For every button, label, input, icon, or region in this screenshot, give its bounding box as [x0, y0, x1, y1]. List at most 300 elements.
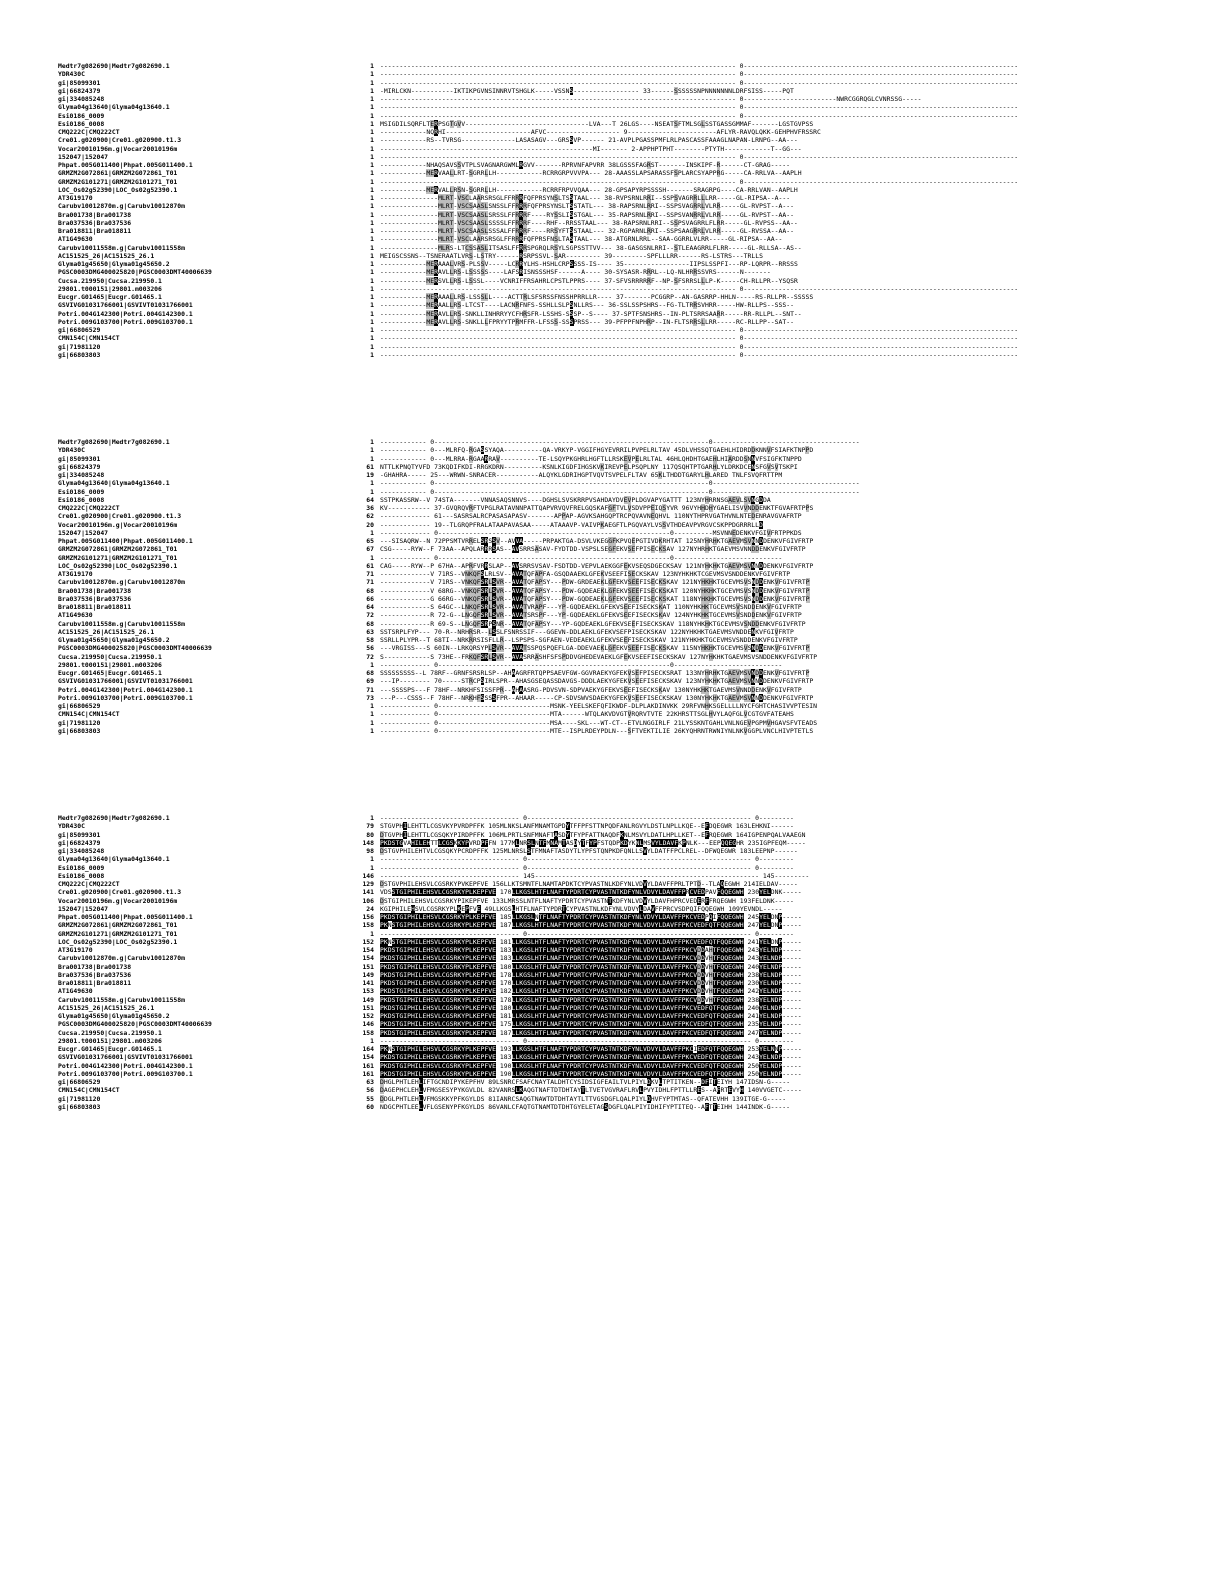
alignment-row [0, 831, 1224, 839]
sequence-residues: PKDSTGIPHILEHSVLCGSRKYPLKEPFVE 190LLKGSLHTFLNAFTYPDRTCYPVASTNTKDFYNLVDVYLDAVFFPKCVEDFQTFQQEGWH 250YELNDP----- [380, 1061, 802, 1070]
sequence-name: 29801.t000151|29801.m003206 [58, 1036, 162, 1045]
start-position: 63 [366, 627, 374, 636]
sequence-name: GRMZM2G101271|GRMZM2G101271_T01 [58, 929, 178, 938]
alignment-row [0, 545, 1224, 553]
alignment-row [0, 334, 1224, 342]
start-position: 161 [362, 1061, 374, 1070]
sequence-name: Carubv10011558m.g|Carubv10011558m [58, 243, 185, 252]
alignment-row [0, 455, 1224, 463]
sequence-name: PGSC0003DMG400025820|PGSC0003DMT40006639 [58, 1020, 212, 1029]
alignment-row [0, 702, 1224, 710]
sequence-residues: -GHAHRA----- 25---WRWN-SNRACER-----------ALQYKLGDRIHGPTVQVTSVPELFLTAV 65KLTHDDTGARYLHLARED TNLFSVQFRTTPM [380, 471, 783, 479]
sequence-residues: PKDSTGIPHILEHSVLCGSRKYPLKEPFVE 180LLKGSLHTFLNAFTYPDRTCYPVASTNTKDFYNLVDVYLDAVFFPKCVDDVHTFQQEGWH 240YELNDP----- [380, 962, 802, 971]
start-position: 1 [370, 152, 374, 161]
sequence-residues: PKDSTGIPHILEHSVLCGSRKYPLKEPFVE 183LLKGSLHTFLNAFTYPDRTCYPVASTNTKDFYNLVDVYLDAVFFPKCVDDAHTFQQEGWH 243YELNDP----- [380, 946, 802, 954]
sequence-residues: MSIGDILSQRFLTERPSGTGVV--------------------------------LVA---T 26LGS----NSEATSFTMLSGLSSTGASSGMMAF-------LGSTGVPSS [380, 119, 814, 128]
start-position: 1 [370, 929, 374, 938]
sequence-name: gi|71981120 [58, 1094, 101, 1103]
start-position: 73 [366, 693, 374, 702]
sequence-residues: CAG-----RYW--P 67HA--APRFVRRSLAP--AVSRRSVSAV-FSDTDD-VEPVLAEKGGFEKVSEQSDGECKSAV 121NYHKHKTGAEVMSVNNDDENKVFGIVFRTP [380, 561, 814, 570]
start-position: 1 [370, 119, 374, 128]
start-position: 71 [366, 685, 374, 694]
alignment-row [0, 1062, 1224, 1070]
alignment-row [0, 194, 1224, 202]
start-position: 67 [366, 545, 374, 554]
sequence-residues: MEIGSCSSNS--TSNERAATLVRS-LSTRY------RSRPSSVL-SAR--------- 39---------SPFLLLRR------RS-LSTRS---TRLLS [380, 251, 763, 260]
sequence-residues: ------------------------------------ 145---------------------------------------------------------- 145--------- [380, 871, 810, 880]
alignment-row [0, 971, 1224, 979]
start-position: 158 [362, 921, 374, 930]
start-position: 71 [366, 570, 374, 578]
sequence-residues: PKDSTGIPHILEHSVLCGSRKYPLKEPFVE 182LLKGSLHTFLNAFTYPDRTCYPVASTNTKDFYNLVDVYLDAVFFPKCVDDVHTFQQEGWH 242YELNDP----- [380, 987, 802, 996]
sequence-residues: ------------- 0-----------------------------MSA----SKL---WT-CT--ETVLNGGIRLF 21LYSSKNTGAHLVNLNGEVPGPMVHGAVSFVTEADS [380, 718, 818, 727]
sequence-residues: -------------V 71RS--VNKQFSLRLSV--AVATQFAPFA-GSQDAAEKLGFEKVSEEFISECKSKAV 123NYHKHKTCGEVMSVSNDDENKVFGIVFRTP [380, 570, 791, 578]
start-position: 1 [370, 202, 374, 211]
alignment-row [0, 1078, 1224, 1086]
start-position: 1 [370, 317, 374, 326]
sequence-residues: ---VRGISS---S 60IN--LRKQRSYPLSVR--AVATSSPQSPQEFLGA-DDEVAEKLGFEKVSEEFISECKSKAV 115NYHKHKTGCEVMSVSNDDENKVFGIVFRTP [380, 644, 810, 653]
sequence-name: 29801.t000151|29801.m003206 [58, 660, 162, 669]
sequence-residues: -------------------------------------------------------------------------------------------- 0----------------------------------------------------------------------- [380, 78, 1019, 87]
sequence-name: CMN154C|CMN154CT [58, 1086, 120, 1095]
sequence-residues: -------------------------------------------------------------------------------------------- 0----------------------------------------------------------------------- [380, 62, 1019, 70]
sequence-name: Esi0186_0008 [58, 871, 105, 880]
sequence-name: gi|334085248 [58, 95, 105, 103]
alignment-row [0, 351, 1224, 359]
sequence-name: 152047|152047 [58, 152, 109, 161]
alignment-row [0, 446, 1224, 454]
sequence-name: Cucsa.219950|Cucsa.219950.1 [58, 652, 162, 661]
alignment-row [0, 1012, 1224, 1020]
sequence-residues: -------------------------------------------------------------------------------------------- 0------------------------NWRCGGRQGLCVNRSSG----- [380, 95, 922, 103]
alignment-row [0, 537, 1224, 545]
start-position: 152 [362, 937, 374, 946]
start-position: 1 [370, 218, 374, 227]
start-position: 1 [370, 487, 374, 496]
sequence-name: GSVIVG01031766001|GSVIVT01031766001 [58, 301, 193, 310]
alignment-row [0, 268, 1224, 276]
start-position: 149 [362, 995, 374, 1004]
alignment-row [0, 710, 1224, 718]
alignment-row [0, 186, 1224, 194]
sequence-residues: ------------NQRHI----------------------AFVC------------------- 9-----------------------AFLYR-RAVQLQKK-GEHPHVFRSSRC [380, 128, 821, 136]
sequence-residues: NDGCPHTLEELVFLGSENYPFKGYLDS 86VANLCFAQTGTNAMTDTDHTGYELETAGSDGFLQALPIYIDHIFYPTITEQ--AFTTEIHH 144INDK-G----- [380, 1102, 791, 1111]
alignment-row [0, 921, 1224, 929]
alignment-row [0, 488, 1224, 496]
alignment-row [0, 880, 1224, 888]
sequence-name: Potri.004G142300|Potri.004G142300.1 [58, 685, 193, 694]
alignment-row [0, 1095, 1224, 1103]
start-position: 1 [370, 86, 374, 95]
sequence-residues: ---SSSSPS---F 78HF--NRKHFSISSFPR--AHAASRG-PDVSVN-SDPVAEKYGFEKVSEEFISECKSKAV 130NYHKHKTGAEVMSVNNDDENKVFGIVFRTP [380, 685, 802, 694]
alignment-row [0, 161, 1224, 169]
sequence-residues: DDGLPHTLEHLVFMGSKKYPFKGYLDS 81IANRCSAQGTNAWTDTDHTAYTLTTVGSDGFLQALPIYLDHVFYPTMTAS--QFATEVHH 139ITGE-G----- [380, 1094, 787, 1103]
sequence-name: LOC_Os02g52390|LOC_Os02g52390.1 [58, 937, 178, 946]
sequence-residues: S------------S 73HE--FRKQFSRLSVR--AVASRRASHFSFSPDDVGHEDEVAEKLGFEKVSEEFISECKSKAV 127NYHKHKTGAEVMSVSNDDENKVFGIVFRTP [380, 652, 818, 661]
sequence-residues: ------------------------------------ 0---------------------------------------------------------- 0--------- [380, 929, 794, 938]
sequence-name: Glyma04g13640|Glyma04g13640.1 [58, 479, 170, 488]
sequence-residues: SSSSSSSSS--L 78RF--GRNFSRSRLSP--AHAAGRFRTQPPSAEVFGW-GGVRAEKYGFEKVSEFPISECKSRAT 133NYHRHKTGAEVMSVNDDENKVFGIVFRTP [380, 669, 810, 677]
alignment-row [0, 103, 1224, 111]
start-position: 20 [366, 520, 374, 529]
start-position: 1 [370, 350, 374, 359]
start-position: 1 [370, 660, 374, 669]
start-position: 1 [370, 293, 374, 301]
start-position: 1 [370, 528, 374, 537]
alignment-row [0, 727, 1224, 735]
sequence-name: GRMZM2G101271|GRMZM2G101271_T01 [58, 553, 178, 562]
start-position: 71 [366, 578, 374, 587]
sequence-residues: ------------MERVALLRSN-SGRRLLH------------RCRRFRPVVQAA--- 28-GPSAPYRPSSSSH-------SRAGRPG----CA-RRLVAN--AAPLH [380, 185, 798, 194]
alignment-row [0, 87, 1224, 95]
alignment-row [0, 847, 1224, 855]
sequence-name: AT1G49630 [58, 987, 93, 996]
sequence-residues: -------------G 66RG--VNKQFSRLSVR--AVATQFAPSY---PDW-GQDEAEKLGFEKVSEEFISECKSKAT 118NYHKHKTGCEVMSVSNDDENKVFGIVFRTP [380, 594, 810, 603]
start-position: 106 [362, 896, 374, 905]
alignment-row [0, 1045, 1224, 1053]
sequence-name: Carubv10012870m.g|Carubv10012870m [58, 578, 185, 587]
sequence-residues: ------------- 0------------------------------------------------------------0---------------------------- [380, 660, 783, 669]
sequence-residues: ------------NHAQSAVSSVTPLSVAGNARGWMLRGVV-------RPRVNFAPVRR 38LGSSSFAGRST-------INSKIPF-R------CT-GRAG----- [380, 161, 791, 169]
alignment-row [0, 471, 1224, 479]
sequence-residues: -------------------------------------------------------------------------------------------- 0----------------------------------------------------------------------- [380, 103, 1019, 112]
alignment-row [0, 318, 1224, 326]
sequence-name: Glyma04g13640|Glyma04g13640.1 [58, 855, 170, 864]
sequence-name: gi|85099301 [58, 830, 101, 839]
sequence-name: gi|66824379 [58, 462, 101, 471]
sequence-residues: ------------MERAVLLRS-SNKLLLFPRYYTPRMFFR-LFSSS-SSSPRSS--- 39-PFPPFNPHRP--IN-FLTSRRSLLRR-----RC-RLLPP--SAT-- [380, 317, 794, 326]
start-position: 1 [370, 309, 374, 318]
start-position: 1 [370, 177, 374, 186]
sequence-residues: -------------------------------------------------------------------------------------------- 0----------------------------------------------------------------------- [380, 326, 1019, 334]
sequence-name: GRMZM2G072861|GRMZM2G072861_T01 [58, 545, 178, 554]
sequence-residues: ------------------------------------ 0---------------------------------------------------------- 0--------- [380, 863, 794, 872]
sequence-name: AC151525_26|AC151525_26.1 [58, 251, 155, 260]
start-position: 153 [362, 987, 374, 996]
start-position: 151 [362, 962, 374, 971]
sequence-name: Glyma01g45650|Glyma01g45650.2 [58, 1012, 170, 1020]
alignment-row [0, 669, 1224, 677]
sequence-name: GRMZM2G072861|GRMZM2G072861_T01 [58, 921, 178, 930]
start-position: 98 [366, 847, 374, 855]
alignment-row [0, 611, 1224, 619]
sequence-name: Potri.009G103700|Potri.009G103700.1 [58, 1069, 193, 1078]
sequence-name: Esi0186_0008 [58, 119, 105, 128]
sequence-name: Carubv10012870m.g|Carubv10012870m [58, 954, 185, 963]
sequence-name: Bra037536|Bra037536 [58, 218, 132, 227]
sequence-residues: ---SISAQRW--N 72PPSMTVRRELSRSSV--AVVA-----PRPAKTGA-DSVLVKEGGFKPVQEPGTIVDKRHTAT 125NYHRHKTGAEVMSVNNDDENKVFGIVFRTP [380, 537, 814, 545]
alignment-row [0, 653, 1224, 661]
sequence-name: Bra001738|Bra001738 [58, 962, 132, 971]
sequence-name: Cre01.g020900|Cre01.g020900.t1.3 [58, 512, 182, 521]
alignment-row [0, 578, 1224, 586]
sequence-residues: ---------------MLRS-LTCSSASLITSASLFFRRSPGRQLRSYLSGPSSTTVV--- 38-GASGSNLRRI--STLEAAGRRLFLRR-----GL-RLLSA--AS-- [380, 243, 802, 252]
sequence-name: AT3G19170 [58, 946, 93, 954]
alignment-row [0, 512, 1224, 520]
sequence-residues: KGIPHILEHSVLCGSRKYPLKEPFVE 49LLKGSLHTFLNAFTYPDRTCYPVASTNLKDFYNLVDVYLDAVFFPRCVSDPQIFQQEGWH 109YEVNDL----- [380, 904, 783, 913]
sequence-name: 152047|152047 [58, 528, 109, 537]
alignment-row [0, 987, 1224, 995]
start-position: 68 [366, 669, 374, 677]
start-position: 151 [362, 1003, 374, 1012]
sequence-residues: ------------------------------------ 0---------------------------------------------------------- 0--------- [380, 1036, 794, 1045]
sequence-name: Bra001738|Bra001738 [58, 586, 132, 595]
sequence-name: Carubv10011558m.g|Carubv10011558m [58, 995, 185, 1004]
sequence-name: Bra018811|Bra018811 [58, 603, 132, 611]
alignment-row [0, 62, 1224, 70]
sequence-residues: KV----------- 37-GVQRQVRFTVPGLRATAVNNPATTQAPVRVQVFRELGQSKAFGFTVLVSDVPPEIQSYVR 96VYHHDHYGAELISVVNDDENKTFGVAFRTPPS [380, 504, 814, 512]
start-position: 1 [370, 342, 374, 351]
sequence-residues: ------------ 0-----------------------------------------------------------------------0-------------------------------------- [380, 438, 860, 446]
sequence-residues: ------------MERAVLLRS-SNKLLINHRRYYCFHRSFR-LSSHS-SSSP--S---- 37-SPTFSNSHRS--IN-PLTSRRSAARR-----RR-RLLPL--SNT-- [380, 309, 802, 318]
sequence-residues: PKDSTGIPHILEHSVLCGSRKYPLKEPFVE 175LLKGSLHTFLNAFTYPDRTCYPVASTNTKDFYNLVDVYLDAVFFPKCVEDFQTFQQEGWH 235YELNDP----- [380, 1020, 802, 1029]
start-position: 1 [370, 726, 374, 735]
sequence-name: Esi0186_0009 [58, 863, 105, 872]
sequence-residues: PKDSTGIPHILEHSVLCGSRKYPLKEPFVE 185LLKGSLNTFLNAFTYPDRTCYPVASTNTKDFYNLVDVYLDAVFFPKCVEDPQIFQQEGWH 245YELDNP----- [380, 913, 802, 921]
sequence-name: Cucsa.219950|Cucsa.219950.1 [58, 1028, 162, 1037]
sequence-residues: ---------------MLRT-VSCSAASLSRSSLFFRRRF----RYSSLISSTGAL--- 35-RAPSRNLRRI--SSPSVANRRLVLRR-----GL-RVPST--AA-- [380, 210, 794, 219]
sequence-name: Potri.009G103700|Potri.009G103700.1 [58, 693, 193, 702]
sequence-residues: VDSSTGIPHILEHSVLCGSRKYPLKEPFVE 170LLKGSLHTFLNAFTYPDRTCYPVASTNTKDFYNLVDVYLDAVFFPRCVEDPAVFQQEGWH 230YELDNK----- [380, 888, 802, 897]
sequence-residues: ---------------MLRT-VSCLAARSRSGLFFRRRFQFPRSFNSLTASTAAL--- 38-ATGRNLRRL--SAA-GGRRLVLRR-----GL-RIPSA--AA-- [380, 235, 783, 244]
alignment-row [0, 686, 1224, 694]
sequence-residues: ------------- 0-----------------------------MTE--ISPLRDEYPDLN---SFTVEKTILIE 26KYQHRNTRWNIYNLNKVGGPLVNCLHIVPTETLS [380, 726, 814, 735]
sequence-name: PGSC0003DMG400025820|PGSC0003DMT40006639 [58, 268, 212, 277]
sequence-name: gi|66824379 [58, 838, 101, 847]
start-position: 36 [366, 504, 374, 512]
alignment-row [0, 864, 1224, 872]
sequence-name: gi|66806529 [58, 702, 101, 710]
alignment-row [0, 169, 1224, 177]
sequence-residues: PKDSTGIPHILEHSVLCGSRKYPLKEPFVE 190LLKGSLHTFLNAFTYPDRTCYPVASTNTKDFYNLVDVYLDAVFFPKCVEDFQTFQQEGWH 250YELNDP----- [380, 1069, 802, 1078]
start-position: 1 [370, 194, 374, 202]
alignment-row [0, 504, 1224, 512]
start-position: 148 [362, 838, 374, 847]
start-position: 1 [370, 284, 374, 293]
alignment-row [0, 301, 1224, 309]
alignment-row [0, 153, 1224, 161]
sequence-name: gi|85099301 [58, 78, 101, 87]
start-position: 1 [370, 260, 374, 268]
alignment-row [0, 521, 1224, 529]
sequence-residues: ------------- 0-----------------------------MTA------WTQLAKVDVGTVRQRVTVTE 22KHRSTTSGLHVYLAQFGLVCGTGVFATEAHS [380, 710, 794, 719]
sequence-name: Bra037536|Bra037536 [58, 594, 132, 603]
sequence-residues: DSTGVPHILEHTVLCGSQKYPCRDPFFK 125MLNRSLSTFMNAFTASDYTLYPFSTQNPKDFQNLLSVYLDATFFPCLREL--DFWQEGWR 183LEEPNP------ [380, 847, 798, 855]
start-position: 1 [370, 128, 374, 136]
start-position: 72 [366, 611, 374, 620]
sequence-name: CMQ222C|CMQ222CT [58, 504, 120, 512]
alignment-row [0, 211, 1224, 219]
start-position: 1 [370, 268, 374, 277]
alignment-row [0, 343, 1224, 351]
sequence-name: Vocar20010196m.g|Vocar20010196m [58, 520, 178, 529]
alignment-row [0, 95, 1224, 103]
start-position: 1 [370, 243, 374, 252]
alignment-row [0, 855, 1224, 863]
sequence-name: Potri.004G142300|Potri.004G142300.1 [58, 1061, 193, 1070]
sequence-name: YDR430C [58, 70, 85, 79]
sequence-name: AT1G49630 [58, 235, 93, 244]
alignment-row [0, 677, 1224, 685]
start-position: 63 [366, 1078, 374, 1086]
start-position: 79 [366, 822, 374, 831]
sequence-residues: ---------------MLRT-VSCLAARSRSGLFFRRRFQFPRSYNSLTSSTAAL--- 38-RVPSRNLRRI--SSPSVAGRRLLLRR-----GL-RIPSA--A--- [380, 194, 791, 202]
sequence-name: CMN154C|CMN154CT [58, 334, 120, 343]
alignment-row [0, 479, 1224, 487]
sequence-residues: ------------MERVAALLRT-SGRRLLH------------RCRRGRPVVVPA--- 28-AAASSLAPSARASSFSPLARCSYAPPRG-----CA-RRLVA--AAPLH [380, 169, 802, 178]
start-position: 1 [370, 111, 374, 120]
sequence-residues: ---P---CSSS--F 78HF--NRKHFSSSSFPR--AHAAR-----CP-SDVSWVSDAEKYGFEKVSEEFISECKSKAV 130NYHKHKTGAEVMSVNNDDENKVFGIVFRTP [380, 693, 814, 702]
alignment-row [0, 1004, 1224, 1012]
sequence-residues: ------------ 0---MLRRA-RGAARRAV----------TE-LSQYPKGHRLHGFTLLRSKEVPELRLTAL 46HLQHDHTGAEHLHIARDDSNNVFSIGFKTNPPD [380, 454, 802, 463]
alignment-row [0, 1070, 1224, 1078]
sequence-residues: ------------MERAALLRS-LTCST----LACNRFNFS-SSHLLSLPSNLLRS--- 36-SSLSSPSHRS--FG-TLTRRSVHRR-----HW-RLLPS--SSS-- [380, 301, 794, 310]
start-position: 154 [362, 946, 374, 954]
start-position: 152 [362, 1012, 374, 1020]
alignment-row [0, 1020, 1224, 1028]
start-position: 72 [366, 652, 374, 661]
alignment-row [0, 112, 1224, 120]
start-position: 154 [362, 1053, 374, 1062]
start-position: 1 [370, 95, 374, 103]
sequence-name: Carubv10011558m.g|Carubv10011558m [58, 619, 185, 628]
sequence-name: Cre01.g020900|Cre01.g020900.t1.3 [58, 136, 182, 145]
start-position: 64 [366, 603, 374, 611]
sequence-residues: ------------MERSVLLRS-LSSSL----VCNRIFFRSAHRLCPSTLPPRS---- 37-SFVSRRRRRF--NP-SFSRRSLLLP-K-----CH-RLLPR--YSQSR [380, 276, 798, 285]
sequence-residues: -------------S 64GC--LNKQFSRLSVR--AVATVRAPF---YP-GQDEAEKLGFEKVSEEFISECKSKAT 110NYHKHKTGCEVMSVSNDDENKVFGIVFRTP [380, 603, 802, 611]
sequence-name: GRMZM2G072861|GRMZM2G072861_T01 [58, 169, 178, 178]
sequence-residues: ------------ 0-----------------------------------------------------------------------0-------------------------------------- [380, 479, 860, 488]
start-position: 55 [366, 1094, 374, 1103]
sequence-name: CMN154C|CMN154CT [58, 710, 120, 719]
sequence-residues: DAGEPHCLEHLVFMGSESYPYKGVLDL 82VANRSLKAQGTNAFTDTDHTAYTLTVETVGVRAFLRVLPVYIDHLFPTTLLRES--AFRTEVYH 140VVGETC----- [380, 1086, 802, 1095]
sequence-name: Medtr7g082690|Medtr7g082690.1 [58, 814, 170, 822]
alignment-row [0, 70, 1224, 78]
alignment-row [0, 496, 1224, 504]
start-position: 1 [370, 446, 374, 455]
alignment-row [0, 872, 1224, 880]
start-position: 68 [366, 619, 374, 628]
start-position: 61 [366, 462, 374, 471]
start-position: 146 [362, 871, 374, 880]
start-position: 60 [366, 1102, 374, 1111]
sequence-residues: ------------------------------------ 0---------------------------------------------------------- 0--------- [380, 814, 794, 822]
sequence-name: CMQ222C|CMQ222CT [58, 880, 120, 888]
start-position: 1 [370, 70, 374, 79]
sequence-residues: ------------------------------------ 0---------------------------------------------------------- 0--------- [380, 855, 794, 864]
alignment-row [0, 620, 1224, 628]
alignment-row [0, 128, 1224, 136]
alignment-row [0, 905, 1224, 913]
alignment-row [0, 938, 1224, 946]
sequence-name: gi|85099301 [58, 454, 101, 463]
sequence-name: GSVIVG01031766001|GSVIVT01031766001 [58, 677, 193, 686]
alignment-row [0, 277, 1224, 285]
start-position: 164 [362, 1045, 374, 1053]
start-position: 68 [366, 586, 374, 595]
sequence-residues: -------------R 69-S--LNGQFSRPSNR--AVATQFAPSY---YP-GQDEAEKLGFEKVSEEFISECKSKAV 118NYHKHKTGCEVMSVSNDDENKVFGIVFRTP [380, 619, 806, 628]
start-position: 65 [366, 537, 374, 545]
start-position: 156 [362, 913, 374, 921]
sequence-name: Medtr7g082690|Medtr7g082690.1 [58, 62, 170, 70]
sequence-residues: PKDSTGIPHILEHSVLCGSRKYPLKEPFVE 181LLKGSLHTFLNAFTYPDRTCYPVASTNTKDFYNLVDVYLDAVFFPKCVEDFQTFQQEGWH 241YELNDP----- [380, 1012, 802, 1020]
start-position: 1 [370, 301, 374, 310]
alignment-row [0, 570, 1224, 578]
sequence-residues: ------------- 0-----------------------------MSNK-YEELSKEFQFIKWDF-DLPLAKDINVKK 29RFVNHKSGELLLLNYCFGHTCHASIVVPTESIN [380, 702, 818, 710]
sequence-residues: ------------- 61---SASRSALRCPASASAPASV-------APPAP-AGVKSAHGQPTRCPQVAVNEQHVL 110NYTHPRVGATHVNLNTEDENRAVGVAFRTP [380, 512, 802, 521]
sequence-residues: ------------MERAVLLRS-LSSSSS----LAFSRISNSSSHSF------A---- 30-SYSASR-RRRL--LQ-NLHRRSSVRS------N------- [380, 268, 771, 277]
alignment-row [0, 1103, 1224, 1111]
start-position: 24 [366, 904, 374, 913]
start-position: 1 [370, 438, 374, 446]
alignment-row [0, 326, 1224, 334]
sequence-name: AC151525_26|AC151525_26.1 [58, 627, 155, 636]
sequence-name: gi|66803803 [58, 1102, 101, 1111]
sequence-residues: DTGVPHILEHTTLCGSQKYPIRDPFFK 106MLPRTLSNFMNAFTASDYTFYPFATTNAQDFKNLMSVYLDATLHPLLKET--EFRQEGWR 164IGPENPQALVAAEGN [380, 830, 806, 839]
alignment-row [0, 1029, 1224, 1037]
sequence-residues: ------------RS--TVRSG--------------LASASAGV---GRSSVP------ 21-AVPLPGASSPMFLRLPASCASSFAAAGLNAPAN-LRNPG--AA--- [380, 136, 798, 145]
sequence-residues: -------------------------------------------------------------------------------------------- 0----------------------------------------------------------------------- [380, 342, 1019, 351]
sequence-name: 29801.t000151|29801.m003206 [58, 284, 162, 293]
alignment-row [0, 79, 1224, 87]
alignment-row [0, 219, 1224, 227]
start-position: 61 [366, 561, 374, 570]
alignment-row [0, 463, 1224, 471]
sequence-name: AT3G19170 [58, 570, 93, 578]
sequence-residues: PKNSTGIPHILEHSVLCGSRKYPLKEPFVE 181LLKGSLHTFLNAFTYPDRTCYPVASTNTKDFYNLVDVYLDAVFFPKCVEDFQTFQQEGWH 241YELDNP----- [380, 937, 802, 946]
sequence-residues: -------------------------------------------------------------------------------------------- 0----------------------------------------------------------------------- [380, 152, 1019, 161]
alignment-row [0, 946, 1224, 954]
start-position: 62 [366, 512, 374, 521]
sequence-name: Phpat.005G011400|Phpat.005G011400.1 [58, 537, 193, 545]
alignment-row [0, 587, 1224, 595]
sequence-residues: DSTGIPHILEHSVLCGSRKYPIKEPFVE 133LMRSSLNTFLNAFTYPDRTCYPVASTNTKDFYNLVDVYLDAVFHPRCVEDERFFRQEGWH 193FELDNK----- [380, 896, 794, 905]
alignment-row [0, 822, 1224, 830]
start-position: 141 [362, 888, 374, 897]
sequence-residues: ------------MERAAALLRS-LSSSLL----ACTTRLSFSRSSFNSSHPRRLLR---- 37-------PCGGRP--AN-GASRRP-HHLN-----RS-RLLPR--SSSSS [380, 293, 814, 301]
sequence-residues: -MIRLCKN-----------IKTIKPGVNSINNRVTSHGLK-----VSSNS----------------- 33------SSSSSSNPNNNNNNNLDRFSISS-----PQT [380, 86, 794, 95]
alignment-row [0, 930, 1224, 938]
alignment-row [0, 244, 1224, 252]
alignment-row [0, 136, 1224, 144]
sequence-name: Cre01.g020900|Cre01.g020900.t1.3 [58, 888, 182, 897]
sequence-name: gi|334085248 [58, 847, 105, 855]
sequence-residues: -------------R 72-G--LNGQFSRLSVR--AVATSRSPF---YP-GQDEAEKLGFEKVSEEFISECKSKAV 124NYHKHKTGCEVMSVSNDDENKVFGIVFRTP [380, 611, 802, 620]
sequence-residues: PKDSTGIPHILEHSVLCGSRKYPLKEPFVE 180LLKGSLHTFLNAFTYPDRTCYPVASTNTKDFYNLVDVYLDAVFFPKCVEDFQTFQQEGWH 240YELNDP----- [380, 1003, 802, 1012]
alignment-row [0, 202, 1224, 210]
alignment-row [0, 1086, 1224, 1094]
alignment-row [0, 1053, 1224, 1061]
sequence-name: Glyma01g45650|Glyma01g45650.2 [58, 636, 170, 644]
start-position: 1 [370, 136, 374, 145]
sequence-residues: PKDSTGIPHILEHSVLCGSRKYPLKEPFVE 183LLKGSLHTFLNAFTYPDRTCYPVASTNTKDFYNLVDVYLDAVFFPKCVDDVHTFQQEGWH 243YELNDP----- [380, 954, 802, 963]
sequence-name: gi|71981120 [58, 718, 101, 727]
sequence-residues: STGVPHILEHTTLCGSVKYPVRDPFFK 105MLNKSLANFMNAMTGPDYTFFPFSTTNPQDFANLRGVYLDSTLNPLLKQE--EFDQEGWR 163LEHKNI------ [380, 822, 794, 831]
start-position: 1 [370, 1036, 374, 1045]
start-position: 149 [362, 970, 374, 979]
sequence-name: LOC_Os02g52390|LOC_Os02g52390.1 [58, 185, 178, 194]
start-position: 129 [362, 880, 374, 888]
sequence-name: Esi0186_0008 [58, 495, 105, 504]
sequence-name: AC151525_26|AC151525_26.1 [58, 1003, 155, 1012]
start-position: 1 [370, 454, 374, 463]
start-position: 1 [370, 326, 374, 334]
start-position: 66 [366, 594, 374, 603]
alignment-row [0, 996, 1224, 1004]
start-position: 58 [366, 636, 374, 644]
sequence-name: Medtr7g082690|Medtr7g082690.1 [58, 438, 170, 446]
sequence-residues: DSTGVPHILEHSVLCGSRKYPVKEPFVE 156LLKTSMNTFLNAMTAPDKTCYPVASTNLKDFYNLVDVYLDAVFFPRLTPTD--TLAQEGWH 214IELDAV----- [380, 880, 798, 888]
